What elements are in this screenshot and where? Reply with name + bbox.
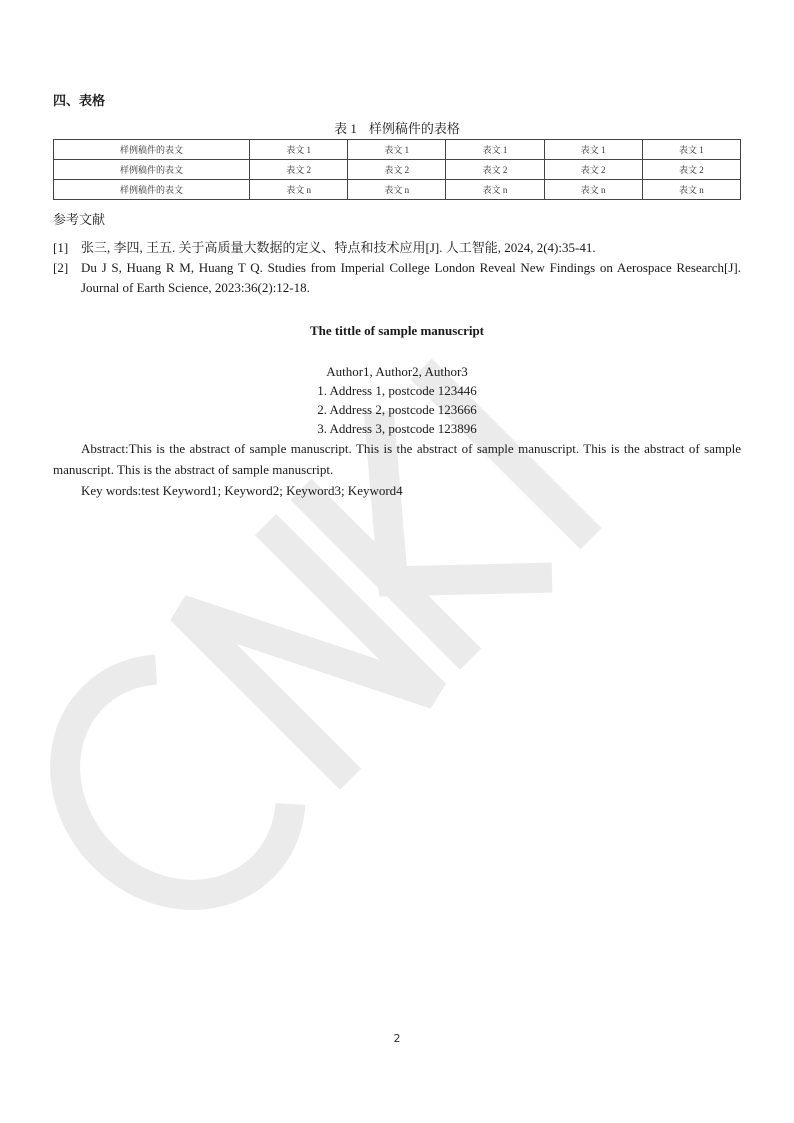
document-page — [53, 0, 741, 1093]
table-cell: 表文 1 — [544, 140, 642, 160]
reference-text: 张三, 李四, 王五. 关于高质量大数据的定义、特点和技术应用[J]. 人工智能, 2024, 2(4):35-41. — [81, 240, 596, 255]
table-cell: 表文 2 — [642, 160, 740, 180]
manuscript-title: The tittle of sample manuscript — [309, 323, 485, 338]
sample-table — [53, 139, 741, 200]
table-cell: 表文 n — [446, 180, 544, 200]
reference-number: [2] — [53, 260, 69, 275]
reference-item — [53, 258, 741, 298]
section-heading: 四、表格 — [53, 94, 106, 109]
author-address: 3. Address 3, postcode 123896 — [317, 421, 477, 436]
author-address: 2. Address 2, postcode 123666 — [317, 402, 477, 417]
reference-item — [53, 238, 741, 258]
table-cell: 表文 2 — [348, 160, 446, 180]
table-cell: 样例稿件的表文 — [54, 180, 250, 200]
table-cell: 样例稿件的表文 — [54, 140, 250, 160]
manuscript-keywords: Key words:test Keyword1; Keyword2; Keyword3; Keyword4 — [81, 483, 403, 498]
table-cell: 表文 1 — [348, 140, 446, 160]
table-cell: 表文 n — [544, 180, 642, 200]
table-row — [54, 160, 741, 180]
table-caption-number: 表 1 — [334, 121, 357, 136]
table-cell: 表文 1 — [250, 140, 348, 160]
reference-number: [1] — [53, 240, 69, 255]
table-cell: 表文 n — [250, 180, 348, 200]
table-cell: 表文 2 — [446, 160, 544, 180]
table-cell: 表文 2 — [544, 160, 642, 180]
page-number: 2 — [393, 1032, 401, 1045]
table-cell: 表文 1 — [642, 140, 740, 160]
table-caption-title: 样例稿件的表格 — [368, 121, 460, 136]
table-row — [54, 140, 741, 160]
table-row — [54, 180, 741, 200]
manuscript-authors: Author1, Author2, Author3 — [326, 364, 468, 379]
table-cell: 表文 n — [348, 180, 446, 200]
table-cell: 样例稿件的表文 — [54, 160, 250, 180]
manuscript-abstract: Abstract:This is the abstract of sample manuscript. This is the abstract of sample manuscript. This is the abstract of sample manuscript. This is the abstract of sample manuscript. — [53, 441, 741, 477]
table-cell: 表文 2 — [250, 160, 348, 180]
references-heading: 参考文献 — [53, 213, 106, 228]
author-address: 1. Address 1, postcode 123446 — [317, 383, 477, 398]
table-cell: 表文 1 — [446, 140, 544, 160]
table-cell: 表文 n — [642, 180, 740, 200]
reference-text: Du J S, Huang R M, Huang T Q. Studies from Imperial College London Reveal New Findings on Aerospace Research[J]. Journal of Earth Science, 2023:36(2):12-18. — [81, 260, 741, 295]
table-caption — [53, 121, 741, 137]
